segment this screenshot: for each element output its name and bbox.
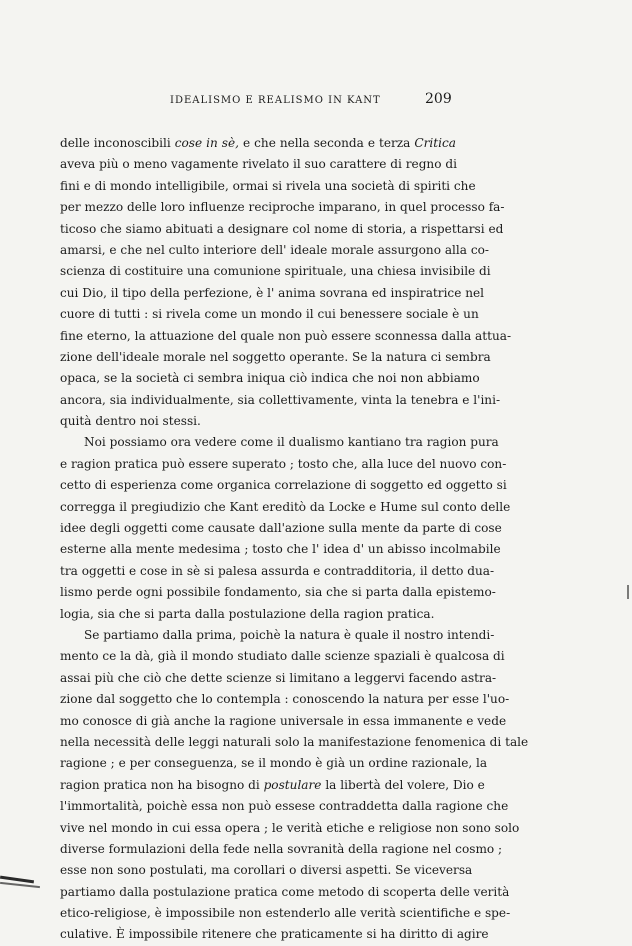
text-line: cui Dio, il tipo della perfezione, è l' anima sovrana ed inspiratrice nel — [60, 285, 485, 300]
text-line: aveva più o meno vagamente rivelato il suo carattere di regno di — [60, 157, 457, 172]
text-line: quità dentro noi stessi. — [60, 414, 201, 429]
text-line: esse non sono postulati, ma corollari o diversi aspetti. Se viceversa — [60, 863, 473, 878]
text-line: diverse formulazioni della fede nella sovranità della ragione nel cosmo ; — [60, 841, 503, 856]
text-line: ragion pratica non ha bisogno di postulare la libertà del volere, Dio e — [60, 777, 485, 792]
italic-term: Critica — [414, 136, 456, 150]
text-line: esterne alla mente medesima ; tosto che l' idea d' un abisso incolmabile — [60, 542, 501, 557]
paragraph-1 — [60, 133, 512, 432]
italic-term: cose in sè, — [174, 136, 240, 150]
text-line: e ragion pratica può essere superato ; tosto che, alla luce del nuovo con- — [60, 456, 507, 471]
text-line: ticoso che siamo abituati a designare col nome di storia, a rispettarsi ed — [60, 221, 504, 236]
text-line: idee degli oggetti come causate dall'azione sulla mente da parte di cose — [60, 521, 502, 536]
text-line: vive nel mondo in cui essa opera ; le verità etiche e religiose non sono solo — [60, 820, 520, 835]
text-line: etico-religiose, è impossibile non estenderlo alle verità scientifiche e spe- — [60, 906, 511, 921]
text-line: ragione ; e per conseguenza, se il mondo è già un ordine razionale, la — [60, 756, 488, 771]
paragraph-2 — [60, 432, 511, 625]
text-line: amarsi, e che nel culto interiore dell' ideale morale assurgono alla co- — [60, 242, 489, 257]
text-line: Se partiamo dalla prima, poichè la natura è quale il nostro intendi- — [84, 627, 495, 642]
text-line: logia, sia che si parta dalla postulazione della ragion pratica. — [60, 606, 435, 621]
running-head: IDEALISMO E REALISMO IN KANT — [170, 95, 381, 106]
text-line: fini e di mondo intelligibile, ormai si rivela una società di spiriti che — [60, 178, 476, 193]
text-line: mento ce la dà, già il mondo studiato dalle scienze spaziali è qualcosa di — [60, 649, 505, 664]
text-line: zione dell'ideale morale nel soggetto operante. Se la natura ci sembra — [60, 349, 491, 364]
text-line: culative. È impossibile ritenere che praticamente si ha diritto di agire — [60, 927, 489, 942]
text-line: cuore di tutti : si rivela come un mondo il cui benessere sociale è un — [60, 307, 479, 322]
text-body — [60, 133, 529, 946]
text-line: assai più che ciò che dette scienze si limitano a leggervi facendo astra- — [60, 670, 497, 685]
page-number: 209 — [425, 91, 452, 107]
text-line: nella necessità delle leggi naturali solo la manifestazione fenomenica di tale — [60, 734, 529, 749]
text-line: fine eterno, la attuazione del quale non può essere sconnessa dalla attua- — [60, 328, 512, 343]
text-line: mo conosce di già anche la ragione universale in essa immanente e vede — [60, 713, 507, 728]
scan-edge-mark — [0, 882, 40, 888]
text-line: cetto di esperienza come organica correlazione di soggetto ed oggetto si — [60, 478, 507, 493]
text-line: partiamo dalla postulazione pratica come metodo di scoperta delle verità — [60, 884, 510, 899]
text-line: delle inconoscibili cose in sè, e che nella seconda e terza Critica — [60, 136, 456, 150]
text-line: l'immortalità, poichè essa non può essese contraddetta dalla ragione che — [60, 799, 509, 814]
text-line: ancora, sia individualmente, sia collettivamente, vinta la tenebra e l'ini- — [60, 392, 501, 407]
text-line: zione dal soggetto che lo contempla : conoscendo la natura per esse l'uo- — [60, 692, 510, 707]
text-line: scienza di costituire una comunione spirituale, una chiesa invisibile di — [60, 264, 491, 279]
paragraph-3 — [60, 625, 529, 946]
italic-term: postulare — [263, 777, 322, 792]
text-line: corregga il pregiudizio che Kant ereditò da Locke e Hume sul conto delle — [60, 499, 511, 514]
scan-edge-mark — [627, 585, 629, 599]
text-line: lismo perde ogni possibile fondamento, sia che si parta dalla epistemo- — [60, 585, 496, 600]
text-line: opaca, se la società ci sembra iniqua ciò indica che noi non abbiamo — [60, 371, 480, 386]
text-line: Noi possiamo ora vedere come il dualismo kantiano tra ragion pura — [84, 435, 499, 450]
text-line: per mezzo delle loro influenze reciproche imparano, in quel processo fa- — [60, 200, 505, 215]
text-line: tra oggetti e cose in sè si palesa assurda e contradditoria, il detto dua- — [60, 563, 495, 578]
